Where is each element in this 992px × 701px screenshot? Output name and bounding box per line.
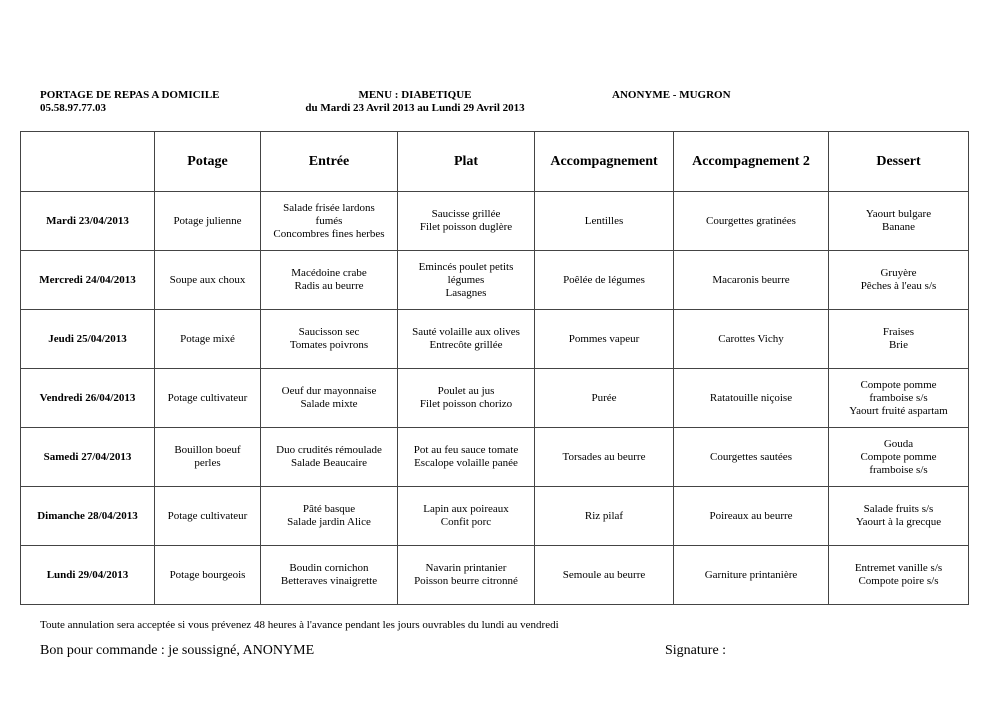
accompagnement2-cell — [674, 192, 829, 251]
potage-cell — [155, 487, 261, 546]
dish-line: Bouillon boeuf — [174, 444, 241, 456]
dish-line: Poisson beurre citronné — [414, 575, 518, 587]
accompagnement-cell — [535, 428, 674, 487]
dish-line: Carottes Vichy — [718, 332, 784, 345]
accompagnement-cell — [535, 310, 674, 369]
dish-line: Potage bourgeois — [169, 568, 246, 581]
table-row — [21, 546, 969, 605]
dessert-cell — [829, 192, 969, 251]
dish-line: Radis au beurre — [294, 280, 364, 292]
accompagnement-cell — [535, 192, 674, 251]
entree-cell — [261, 546, 398, 605]
plat-cell — [398, 487, 535, 546]
dish-line: Potage julienne — [173, 214, 242, 227]
column-header — [21, 132, 155, 192]
dish-line: Salade fruits s/s — [863, 503, 934, 515]
dish-line: Macaronis beurre — [712, 273, 790, 286]
dish-line: Duo crudités rémoulade — [276, 444, 382, 456]
column-header: Plat — [398, 132, 535, 192]
dish-line: Ratatouille niçoise — [709, 391, 793, 404]
plat-cell — [398, 546, 535, 605]
plat-cell — [398, 428, 535, 487]
dessert-cell — [829, 251, 969, 310]
dish-line: Filet poisson duglère — [419, 221, 513, 233]
dish-line: Poireaux au beurre — [709, 509, 793, 522]
dish-line: Semoule au beurre — [562, 568, 646, 581]
order-statement: Bon pour commande : je soussigné, ANONYME — [40, 643, 315, 658]
day-label: Vendredi 26/04/2013 — [21, 369, 155, 428]
accompagnement-cell — [535, 369, 674, 428]
dessert-cell — [829, 428, 969, 487]
dish-line: Oeuf dur mayonnaise — [281, 385, 377, 397]
accompagnement2-cell — [674, 487, 829, 546]
day-label: Jeudi 25/04/2013 — [21, 310, 155, 369]
accompagnement2-cell — [674, 369, 829, 428]
dish-line: Lentilles — [584, 214, 624, 227]
dish-line: Brie — [889, 339, 908, 351]
accompagnement2-cell — [674, 251, 829, 310]
dish-line: Pot au feu sauce tomate — [413, 444, 519, 456]
dish-line: Gouda — [883, 437, 914, 450]
header-menu-block — [290, 89, 540, 115]
accompagnement2-cell — [674, 546, 829, 605]
potage-cell — [155, 251, 261, 310]
service-phone: 05.58.97.77.03 — [40, 102, 106, 114]
header-service-block — [40, 89, 220, 115]
column-header: Accompagnement — [535, 132, 674, 192]
dish-line: Tomates poivrons — [289, 339, 369, 351]
menu-table — [20, 131, 969, 605]
dish-line: Entremet vanille s/s — [854, 562, 943, 574]
menu-title: MENU : DIABETIQUE — [358, 89, 472, 101]
dish-line: framboise s/s — [869, 463, 928, 476]
accompagnement-cell — [535, 487, 674, 546]
dish-line: Yaourt à la grecque — [855, 516, 942, 528]
dish-line: Lapin aux poireaux — [423, 503, 509, 515]
dish-line: Sauté volaille aux olives — [412, 326, 520, 338]
dish-line: fumés — [315, 214, 343, 227]
dish-line: Salade jardin Alice — [287, 516, 371, 528]
table-header-row — [21, 132, 969, 192]
accompagnement2-cell — [674, 310, 829, 369]
table-row — [21, 428, 969, 487]
dish-line: perles — [194, 457, 221, 469]
column-header: Dessert — [829, 132, 969, 192]
service-name: PORTAGE DE REPAS A DOMICILE — [40, 89, 220, 101]
dish-line: Navarin printanier — [425, 562, 507, 574]
dish-line: Potage cultivateur — [167, 509, 248, 522]
entree-cell — [261, 192, 398, 251]
signature-label: Signature : — [665, 643, 727, 658]
dish-line: Emincés poulet petits — [418, 260, 514, 273]
dish-line: Yaourt bulgare — [865, 208, 932, 220]
dish-line: Pêches à l'eau s/s — [860, 280, 937, 292]
entree-cell — [261, 487, 398, 546]
dish-line: Macédoine crabe — [291, 267, 367, 279]
dish-line: Banane — [882, 221, 915, 233]
dish-line: Torsades au beurre — [562, 450, 646, 463]
cancellation-note: Toute annulation sera acceptée si vous prévenez 48 heures à l'avance pendant les jours ouvrables du lundi au vendredi — [40, 619, 559, 631]
dish-line: Salade frisée lardons — [283, 201, 375, 214]
column-header: Potage — [155, 132, 261, 192]
accompagnement-cell — [535, 546, 674, 605]
dish-line: Boudin cornichon — [289, 562, 369, 574]
day-label: Lundi 29/04/2013 — [21, 546, 155, 605]
dish-line: Escalope volaille panée — [414, 457, 518, 469]
dish-line: Salade mixte — [300, 398, 358, 410]
column-header: Accompagnement 2 — [674, 132, 829, 192]
table-row — [21, 251, 969, 310]
dish-line: Riz pilaf — [584, 509, 624, 522]
dish-line: Potage mixé — [180, 332, 235, 345]
potage-cell — [155, 428, 261, 487]
plat-cell — [398, 251, 535, 310]
day-label: Dimanche 28/04/2013 — [21, 487, 155, 546]
table-row — [21, 487, 969, 546]
column-header: Entrée — [261, 132, 398, 192]
dish-line: Poêlée de légumes — [563, 273, 645, 286]
dish-line: Compote pomme — [860, 378, 937, 391]
dish-line: Courgettes sautées — [710, 450, 792, 463]
dish-line: Gruyère — [880, 267, 917, 279]
dish-line: Courgettes gratinées — [706, 214, 796, 227]
dish-line: Fraises — [882, 326, 915, 338]
day-label: Mardi 23/04/2013 — [21, 192, 155, 251]
potage-cell — [155, 310, 261, 369]
dish-line: Poulet au jus — [437, 385, 495, 397]
potage-cell — [155, 192, 261, 251]
dish-line: Filet poisson chorizo — [419, 398, 513, 410]
table-row — [21, 369, 969, 428]
entree-cell — [261, 369, 398, 428]
entree-cell — [261, 310, 398, 369]
dish-line: Pâté basque — [302, 503, 356, 515]
table-row — [21, 192, 969, 251]
day-label: Mercredi 24/04/2013 — [21, 251, 155, 310]
dish-line: Purée — [591, 391, 617, 404]
entree-cell — [261, 428, 398, 487]
menu-period: du Mardi 23 Avril 2013 au Lundi 29 Avril 2013 — [305, 102, 525, 114]
dessert-cell — [829, 369, 969, 428]
dish-line: Betteraves vinaigrette — [280, 575, 378, 587]
dish-line: Saucisse grillée — [431, 208, 501, 220]
plat-cell — [398, 310, 535, 369]
entree-cell — [261, 251, 398, 310]
dish-line: Yaourt fruité aspartam — [849, 404, 948, 417]
dish-line: framboise s/s — [869, 391, 928, 404]
potage-cell — [155, 546, 261, 605]
dish-line: Garniture printanière — [704, 568, 798, 581]
table-row — [21, 310, 969, 369]
dish-line: Compote poire s/s — [858, 575, 939, 587]
dish-line: Saucisson sec — [298, 326, 360, 338]
accompagnement-cell — [535, 251, 674, 310]
client-name: ANONYME - MUGRON — [612, 89, 731, 101]
dish-line: Compote pomme — [860, 450, 937, 463]
dish-line: légumes — [447, 273, 485, 286]
header-client-block — [612, 89, 731, 102]
potage-cell — [155, 369, 261, 428]
dish-line: Potage cultivateur — [167, 391, 248, 404]
dessert-cell — [829, 546, 969, 605]
dessert-cell — [829, 310, 969, 369]
dish-line: Confit porc — [440, 516, 492, 528]
plat-cell — [398, 369, 535, 428]
dish-line: Salade Beaucaire — [290, 457, 368, 469]
dish-line: Lasagnes — [445, 286, 487, 299]
dish-line: Pommes vapeur — [568, 332, 640, 345]
dish-line: Entrecôte grillée — [429, 339, 503, 351]
plat-cell — [398, 192, 535, 251]
dish-line: Soupe aux choux — [169, 273, 246, 286]
day-label: Samedi 27/04/2013 — [21, 428, 155, 487]
dessert-cell — [829, 487, 969, 546]
accompagnement2-cell — [674, 428, 829, 487]
dish-line: Concombres fines herbes — [273, 227, 385, 240]
